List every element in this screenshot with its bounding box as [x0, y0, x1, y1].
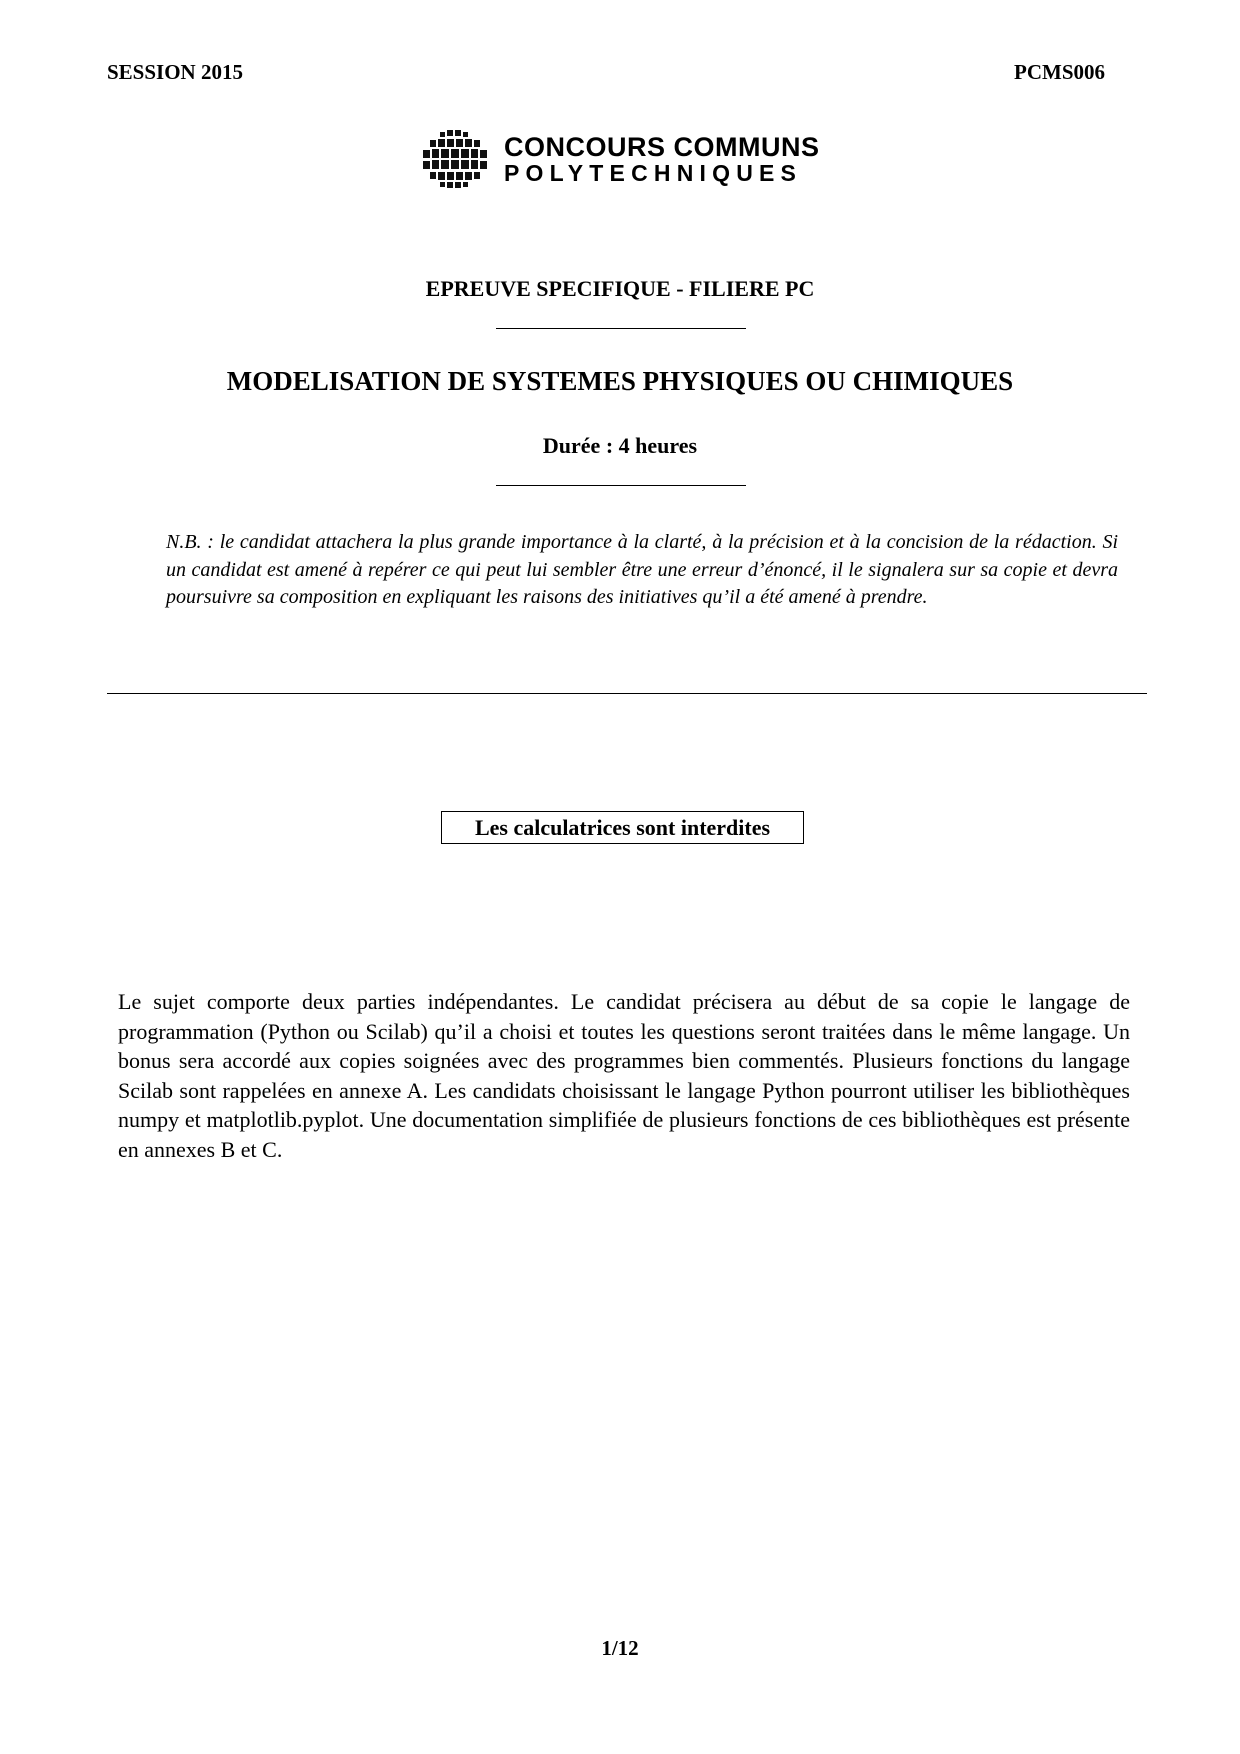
page-number: 1/12 [601, 1636, 639, 1660]
exam-type: EPREUVE SPECIFIQUE - FILIERE PC [425, 276, 815, 301]
calculator-notice: Les calculatrices sont interdites [441, 811, 804, 844]
divider-1 [496, 328, 746, 329]
session-label: SESSION 2015 [107, 60, 243, 84]
logo-line-1: CONCOURS COMMUNS [504, 131, 820, 162]
divider-2 [496, 485, 746, 486]
logo-globe-icon [420, 128, 490, 190]
nb-note: N.B. : le candidat attachera la plus grande importance à la clarté, à la précision et à la concision de la rédaction. Si un candidat est amené à repérer ce qui peut lui sembler être une erreur d’énoncé, il le signalera sur sa copie et devra poursuivre sa composition en expliquant les raisons des initiatives qu’il a été amené à prendre. [166, 531, 1118, 608]
separator-line [107, 693, 1147, 694]
logo-line-2: POLYTECHNIQUES [504, 160, 803, 187]
logo-text [504, 133, 820, 185]
logo [420, 128, 820, 190]
exam-title: MODELISATION DE SYSTEMES PHYSIQUES OU CHIMIQUES [226, 366, 1014, 396]
exam-duration: Durée : 4 heures [542, 433, 698, 458]
exam-code: PCMS006 [1014, 60, 1105, 84]
intro-paragraph: Le sujet comporte deux parties indépendantes. Le candidat précisera au début de sa copie le langage de programmation (Python ou Scilab) qu’il a choisi et toutes les questions seront traitées dans le même langage. Un bonus sera accordé aux copies soignées avec des programmes bien commentés. Plusieurs fonctions du langage Scilab sont rappelées en annexe A. Les candidats choisissant le langage Python pourront utiliser les bibliothèques numpy et matplotlib.pyplot. Une documentation simplifiée de plusieurs fonctions de ces bibliothèques est présente en annexes B et C. [118, 989, 1130, 1162]
